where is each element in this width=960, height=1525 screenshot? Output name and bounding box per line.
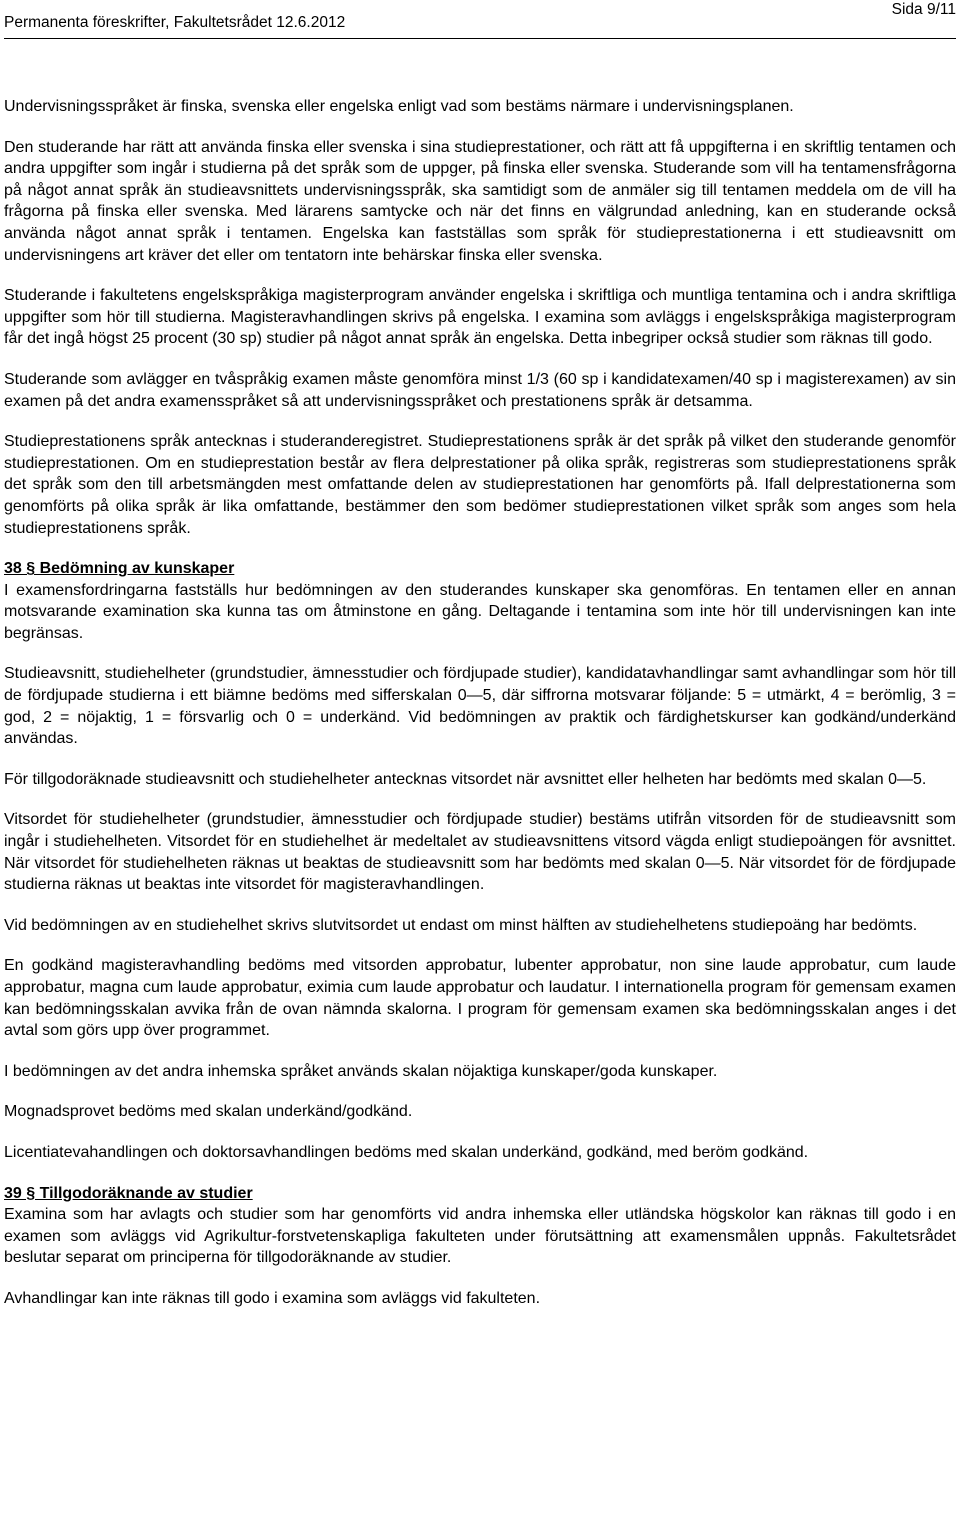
document-title: Permanenta föreskrifter, Fakultetsrådet 12.6.2012: [4, 14, 346, 31]
paragraph-english-masters: Studerande i fakultetens engelskspråkiga magisterprogram använder engelska i skriftliga och muntliga tentamina och i andra skriftliga uppgifter som hör till studierna. Magisteravhandlingen skrivs på engelska. I examina som avläggs i engelskspråkiga magisterprogram får det ingå högst 25 procent (30 sp) studier på något annat språk än engelska. Detta inbegriper också studier som räknas till godo.: [4, 287, 956, 348]
paragraph-credit-transfer: Examina som har avlagts och studier som har genomförts vid andra inhemska eller utländska högskolor kan räknas till godo i en examen som avläggs vid Agrikultur-forstvetenskapliga fakulteten under förutsättning att examensmålen uppnås. Fakultetsrådet beslutar separat om principerna för tillgodoräknande av studier.: [4, 1206, 956, 1267]
section-39-heading: 39 § Tillgodoräknande av studier: [4, 1184, 253, 1202]
paragraph-second-language: I bedömningen av det andra inhemska språket används skalan nöjaktiga kunskaper/goda kunskaper.: [4, 1062, 718, 1080]
paragraph-credited-studies: För tillgodoräknade studieavsnitt och studiehelheter antecknas vitsordet när avsnittet eller helheten har bedömts med skalan 0—5.: [4, 770, 927, 788]
paragraph-teaching-language: Undervisningsspråket är finska, svenska eller engelska enligt vad som bestäms närmare i undervisningsplanen.: [4, 98, 794, 115]
paragraph-bilingual-degree: Studerande som avlägger en tvåspråkig examen måste genomföra minst 1/3 (60 sp i kandidatexamen/40 sp i magisterexamen) av sin examen på det andra examensspråket så att undervisningsspråket och prestationens språk är detsamma.: [4, 370, 956, 410]
paragraph-module-grade: Vitsordet för studiehelheter (grundstudier, ämnesstudier och fördjupade studier) bestäms utifrån vitsorden för de studieavsnitt som ingår i studiehelheten. Vitsordet för en studiehelhet är medeltalet av studieavsnittens vitsord vägda enligt studiepoängen för avsnittet. När vitsordet för studiehelheten räknas ut beaktas de studieavsnitt som har bedömts med skalan 0—5. När vitsordet för de fördjupade studierna räknas ut beaktas inte vitsordet för magisteravhandlingen.: [4, 811, 956, 894]
page-header: [4, 1, 956, 39]
paragraph-masters-thesis-grades: En godkänd magisteravhandling bedöms med vitsorden approbatur, lubenter approbatur, non sine laude approbatur, cum laude approbatur, magna cum laude approbatur, eximia cum laude approbatur och laudatur. I internationella program för gemensam examen kan bedömningsskalan avvika från de ovan nämnda skalorna. I program för gemensam examen ska bedömningsskalan anges i det avtal som görs upp över programmet.: [4, 957, 956, 1040]
document-body: [4, 96, 956, 1310]
section-38-heading: 38 § Bedömning av kunskaper: [4, 560, 235, 578]
paragraph-language-rights: Den studerande har rätt att använda finska eller svenska i sina studieprestationer, och rätt att få uppgifterna i en skriftlig tentamen och andra uppgifter som ingår i studierna på det språk som de uppger, på finska eller svenska. Studerande som vill ha tentamensfrågorna på något annat språk än studieavsnittets undervisningsspråk, ska samtidigt som de anmäler sig till tentamen meddela om de vill ha frågorna på finska eller svenska. Med lärarens samtycke och när det finns en välgrundad anledning, kan en studerande också använda något annat språk i tentamen. Engelska kan fastställas som språk för studieprestationerna i ett studieavsnitt om undervisningens art kräver det eller om tentatorn inte behärskar finska eller svenska.: [4, 138, 956, 264]
paragraph-theses-not-credited: Avhandlingar kan inte räknas till godo i examina som avläggs vid fakulteten.: [4, 1289, 541, 1307]
paragraph-doctoral-theses: Licentiatevahandlingen och doktorsavhandlingen bedöms med skalan underkänd, godkänd, med beröm godkänd.: [4, 1143, 809, 1161]
paragraph-assessment-requirements: I examensfordringarna fastställs hur bedömningen av den studerandes kunskaper ska genomföras. En tentamen eller en annan motsvarande examination ska kunna tas om åtminstone en gång. Deltagande i tentamina som inte hör till undervisningen kan inte begränsas.: [4, 581, 956, 642]
page-number: Sida 9/11: [891, 1, 956, 18]
paragraph-maturity-test: Mognadsprovet bedöms med skalan underkänd/godkänd.: [4, 1103, 413, 1121]
paragraph-final-grade: Vid bedömningen av en studiehelhet skrivs slutvitsordet ut endast om minst hälften av studiehelhetens studiepoäng har bedömts.: [4, 916, 918, 934]
paragraph-grading-scale: Studieavsnitt, studiehelheter (grundstudier, ämnesstudier och fördjupade studier), kandidatavhandlingar samt avhandlingar som hör till de fördjupade studierna i ett biämne bedöms med sifferskalan 0—5, där siffrorna motsvarar följande: 5 = utmärkt, 4 = berömlig, 3 = god, 2 = nöjaktig, 1 = försvarlig och 0 = underkänd. Vid bedömningen av praktik och färdighetskurser kan godkänd/underkänd användas.: [4, 665, 956, 748]
paragraph-registration-language: Studieprestationens språk antecknas i studeranderegistret. Studieprestationens språk är det språk på vilket den studerande genomför studieprestationen. Om en studieprestation består av flera delprestationer på olika språk, registreras som studieprestationens språk det språk som den till arbetsmängden mest omfattande delen av studieprestationen har genomförts på. Ifall delprestationerna som genomförts på olika språk är lika omfattande, bestämmer den som bedömer studieprestationen vilket språk som anges som hela studieprestationens språk.: [4, 433, 956, 537]
